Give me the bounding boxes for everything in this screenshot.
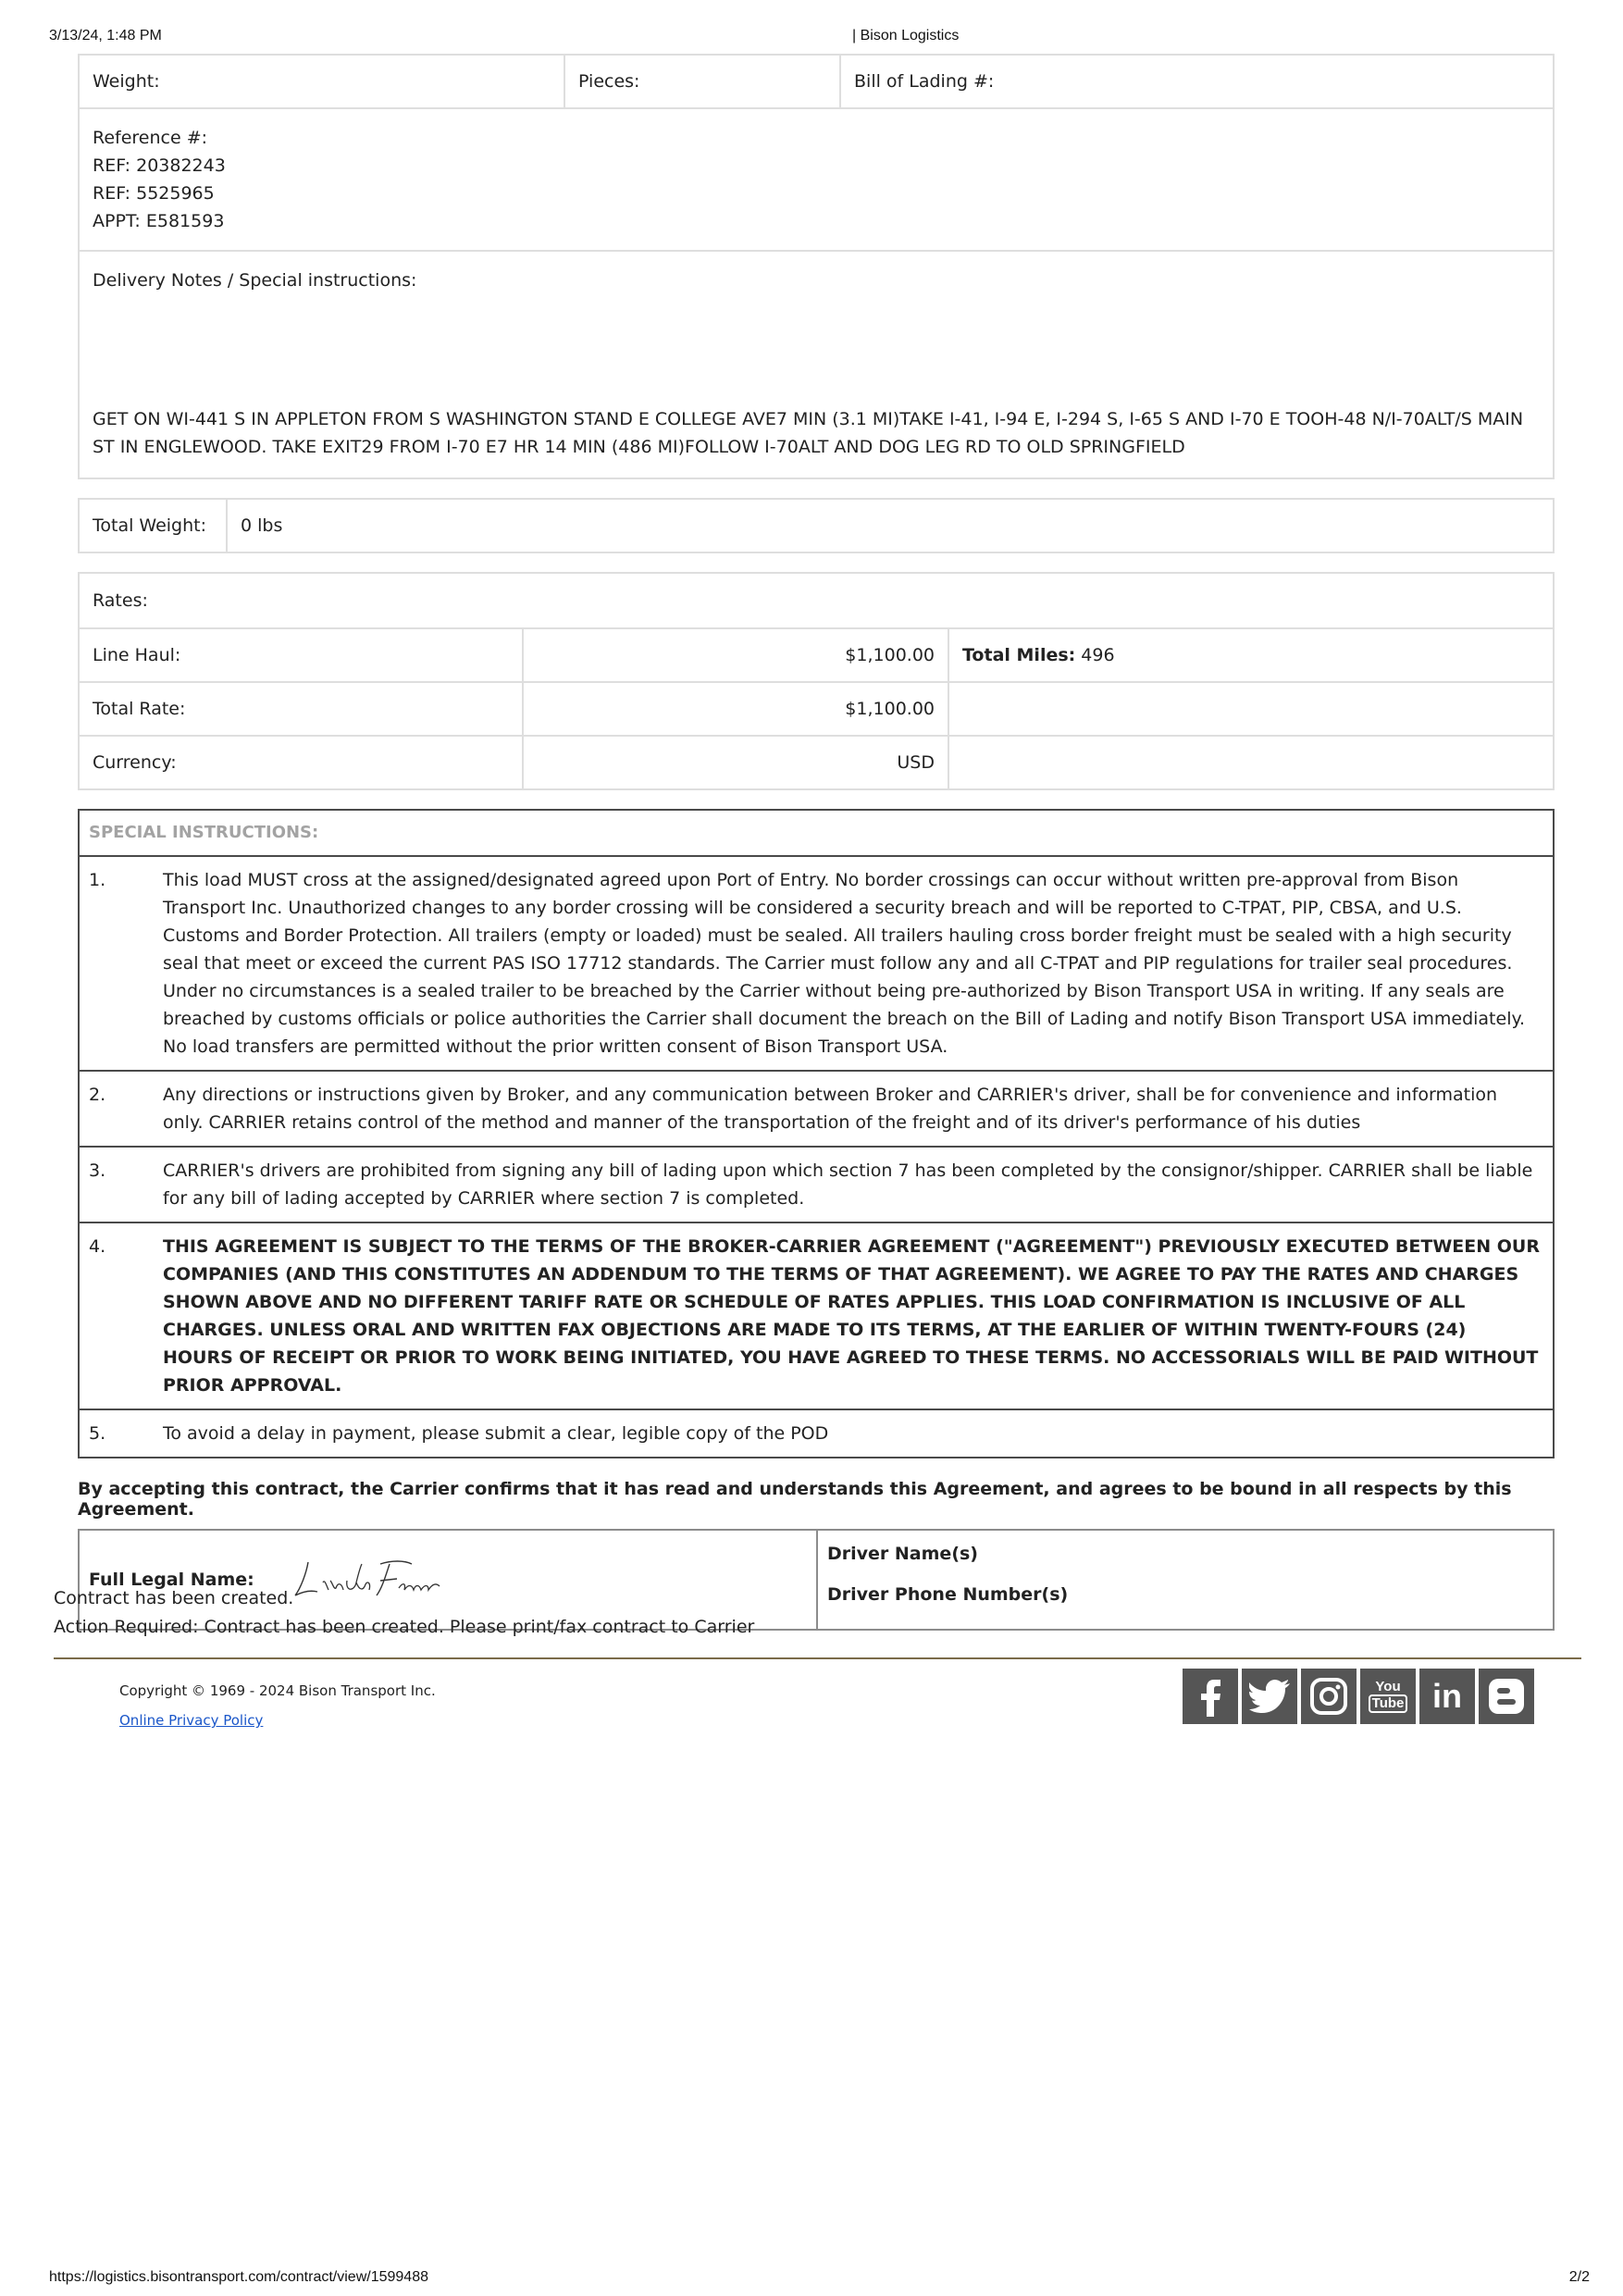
footer-divider [54, 1657, 1581, 1659]
currency-value: USD [523, 736, 948, 789]
total-weight-table [78, 498, 1555, 553]
total-weight-value: 0 lbs [227, 499, 1554, 552]
status-action-required: Action Required: Contract has been created. Please print/fax contract to Carrier [54, 1617, 755, 1637]
pieces-cell [564, 55, 840, 108]
print-title: | Bison Logistics [852, 28, 960, 43]
twitter-icon[interactable] [1242, 1669, 1297, 1724]
pieces-label: Pieces: [578, 71, 640, 92]
empty-cell [948, 682, 1554, 736]
total-rate-value: $1,100.00 [523, 682, 948, 736]
rates-table [78, 627, 1555, 790]
reference-label: Reference #: [93, 128, 208, 148]
social-links [1183, 1669, 1534, 1724]
special-instructions-title: SPECIAL INSTRUCTIONS: [80, 811, 1553, 857]
instruction-text: To avoid a delay in payment, please submit a clear, legible copy of the POD [163, 1423, 829, 1444]
reference-section [78, 109, 1555, 252]
driver-names-label: Driver Name(s) [827, 1544, 978, 1564]
page-number: 2/2 [1568, 2269, 1590, 2285]
delivery-notes-label: Delivery Notes / Special instructions: [93, 270, 417, 291]
total-miles-cell [948, 628, 1554, 682]
total-weight-label: Total Weight: [79, 499, 227, 552]
driver-info-cell [817, 1530, 1554, 1630]
reference-item: REF: 5525965 [93, 183, 215, 204]
instruction-text: Any directions or instructions given by Broker, and any communication between Broker and CARRIER's driver, shall be for convenience and information only. CARRIER retains control of the method and manner of the transportation of the freight and of its driver's performance of his duties [163, 1085, 1498, 1133]
rates-heading: Rates: [78, 572, 1555, 627]
instruction-item [80, 857, 1553, 1070]
blogger-icon[interactable] [1479, 1669, 1534, 1724]
weight-cell [79, 55, 564, 108]
instruction-text: This load MUST cross at the assigned/designated agreed upon Port of Entry. No border crossings can occur without written pre-approval from Bison Transport Inc. Unauthorized changes to any border crossing will be considered a security breach and will be reported to C-TPAT, PIP, CBSA, and U.S. Customs and Border Protection. All trailers (empty or loaded) must be sealed. All trailers hauling cross border freight must be sealed with a high security seal that meet or exceed the current PAS ISO 17712 standards. The Carrier must follow any and all C-TPAT and PIP regulations for trailer seal procedures. Under no circumstances is a sealed trailer to be breached by the Carrier without being pre-authorized by Bison Transport USA in writing. If any seals are breached by customs officials or police authorities the Carrier shall document the breach on the Bill of Lading and notify Bison Transport USA immediately. No load transfers are permitted without the prior written consent of Bison Transport USA. [163, 870, 1526, 1057]
instruction-item [80, 1070, 1553, 1146]
total-miles-label: Total Miles: [962, 645, 1076, 665]
linkedin-icon[interactable]: in [1419, 1669, 1475, 1724]
copyright-text: Copyright © 1969 - 2024 Bison Transport Inc. [119, 1682, 436, 1699]
bol-label: Bill of Lading #: [854, 71, 995, 92]
shipment-info-table [78, 54, 1555, 109]
acceptance-statement: By accepting this contract, the Carrier confirms that it has read and understands this Agreement, and agrees to be bound in all respects by this Agreement. [78, 1479, 1512, 1520]
instruction-item [80, 1409, 1553, 1457]
reference-item: APPT: E581593 [93, 211, 225, 231]
instruction-number: 2. [89, 1085, 106, 1105]
bol-cell [840, 55, 1554, 108]
reference-item: REF: 20382243 [93, 155, 226, 176]
print-url: https://logistics.bisontransport.com/contract/view/1599488 [49, 2269, 428, 2285]
instruction-number: 1. [89, 870, 106, 890]
facebook-icon[interactable] [1183, 1669, 1238, 1724]
instruction-item [80, 1146, 1553, 1222]
total-rate-label: Total Rate: [79, 682, 523, 736]
instruction-text: CARRIER's drivers are prohibited from signing any bill of lading upon which section 7 has been completed by the consignor/shipper. CARRIER shall be liable for any bill of lading accepted by CARRIER where section 7 is completed. [163, 1160, 1533, 1209]
driver-phone-label: Driver Phone Number(s) [827, 1584, 1069, 1605]
status-messages [54, 1584, 754, 1642]
full-legal-name-label: Full Legal Name: [89, 1570, 254, 1590]
contract-content [78, 54, 1555, 1631]
youtube-icon[interactable]: You Tube [1360, 1669, 1416, 1724]
line-haul-label: Line Haul: [79, 628, 523, 682]
line-haul-value: $1,100.00 [523, 628, 948, 682]
special-instructions [78, 809, 1555, 1458]
print-datetime: 3/13/24, 1:48 PM [49, 28, 162, 43]
currency-label: Currency: [79, 736, 523, 789]
instruction-item [80, 1222, 1553, 1409]
privacy-policy-link[interactable]: Online Privacy Policy [119, 1712, 264, 1729]
instagram-icon[interactable] [1301, 1669, 1357, 1724]
delivery-notes-section [78, 252, 1555, 479]
instruction-number: 4. [89, 1236, 106, 1257]
delivery-notes-text: GET ON WI-441 S IN APPLETON FROM S WASHINGTON STAND E COLLEGE AVE7 MIN (3.1 MI)TAKE I-41, I-94 E, I-294 S, I-65 S AND I-70 E TOOH-48 N/I-70ALT/S MAIN ST IN ENGLEWOOD. TAKE EXIT29 FROM I-70 E7 HR 14 MIN (486 MI)FOLLOW I-70ALT AND DOG LEG RD TO OLD SPRINGFIELD [93, 409, 1524, 457]
status-created: Contract has been created. [54, 1588, 294, 1608]
instruction-number: 5. [89, 1423, 106, 1444]
instruction-number: 3. [89, 1160, 106, 1181]
total-miles-value: 496 [1081, 645, 1115, 665]
weight-label: Weight: [93, 71, 160, 92]
empty-cell [948, 736, 1554, 789]
instruction-text: THIS AGREEMENT IS SUBJECT TO THE TERMS OF THE BROKER-CARRIER AGREEMENT ("AGREEMENT") PREVIOUSLY EXECUTED BETWEEN OUR COMPANIES (AND THIS CONSTITUTES AN ADDENDUM TO THE TERMS OF THAT AGREEMENT). WE AGREE TO PAY THE RATES AND CHARGES SHOWN ABOVE AND NO DIFFERENT TARIFF RATE OR SCHEDULE OF RATES APPLIES. THIS LOAD CONFIRMATION IS INCLUSIVE OF ALL CHARGES. UNLESS ORAL AND WRITTEN FAX OBJECTIONS ARE MADE TO ITS TERMS, AT THE EARLIER OF WITHIN TWENTY-FOURS (24) HOURS OF RECEIPT OR PRIOR TO WORK BEING INITIATED, YOU HAVE AGREED TO THESE TERMS. NO ACCESSORIALS WILL BE PAID WITHOUT PRIOR APPROVAL. [163, 1236, 1540, 1396]
